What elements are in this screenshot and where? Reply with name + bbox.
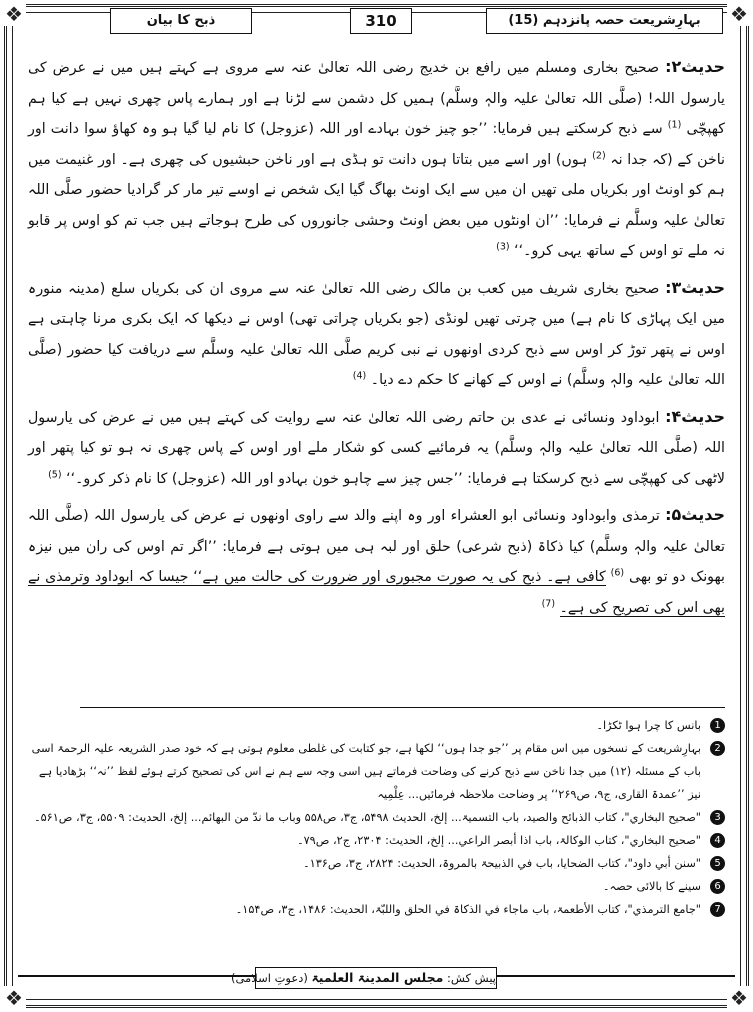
footnote-number-badge: 7	[710, 902, 725, 917]
text-line: ابوداود ونسائی نے عدی بن حاتم رضی اللہ تعالیٰ عنہ سے روایت کی کہتے ہیں میں نے عرض کی یارسول اللہ	[28, 409, 725, 456]
footnote-text: "سنن أبي داود"، کتاب الضحایا، باب في الذبیحۃ بالمروۃ، الحدیث: ۲۸۲۴، ج۳، ص۱۳۶۔	[303, 857, 701, 870]
hadith-label: حدیث۲:	[665, 57, 725, 76]
book-title: بہارِشریعت حصہ پانزدہم (15)	[486, 8, 723, 34]
footnote-number-badge: 4	[710, 833, 725, 848]
text-line: اللہ تعالیٰ علیہ والہٖ وسلَّم) کیا ذکاۃ (ذبح شرعی) حلق اور لبہ ہی میں ہوتی ہے فرمایا: ’’اگر تم اوس کی ران میں نیزہ بھونک دو تو بھی	[28, 508, 725, 585]
footnote-divider	[80, 707, 725, 708]
footnote-text: "جامع الترمذي"، کتاب الأطعمۃ، باب ماجاء في الذکاۃ في الحلق واللبّۃ، الحدیث: ۱۴۸۶، ج۳، ص۱۵۴۔	[235, 903, 701, 916]
hadith-label: حدیث۴:	[665, 406, 725, 426]
footnote-ref[interactable]: (4)	[352, 370, 367, 382]
text-line: ترمذی وابوداود ونسائی ابو العشراء اور وہ اپنے والد سے راوی اونھوں نے عرض کی یارسول اللہ (صلَّی	[54, 508, 660, 524]
footnote-text: "صحیح البخاري"، کتاب الذبائح والصید، باب التسمیۃ... إلخ، الحدیث ۵۴۹۸، ج۳، ص۵۵۸ وباب ما ندّ من البھائم... إلخ، الحدیث: ۵۵۰۹، ج۳، ص۵۶۱۔	[33, 811, 701, 824]
text-line: کافی ہے۔ ذبح کی یہ صورت مجبوری اور ضرورت کی حالت میں ہے‘‘ جیسا کہ ابوداود وترمذی نے بھی اس کی تصریح کی ہے۔	[28, 569, 725, 616]
footnote-item	[28, 714, 725, 737]
page-number: 310	[350, 8, 412, 34]
footnote-number-badge: 6	[710, 879, 725, 894]
page-header	[20, 8, 733, 34]
hadith-4	[28, 402, 725, 495]
hadith-label: حدیث۵:	[665, 505, 725, 524]
footnote-ref[interactable]: (6)	[610, 567, 625, 579]
text-line: اونٹ بھاگ گیا ایک شخص نے اوسے تیر مار کر گرادیا حضور صلَّی اللہ تعالیٰ علیہ وسلَّم نے فرمایا: ’’ان اونٹوں میں بعض اونٹ وحشی	[28, 182, 725, 229]
footnote-item	[28, 875, 725, 898]
chapter-title: ذبح کا بیان	[110, 8, 252, 34]
text-line: صحیح بخاری ومسلم میں رافع بن خدیج رضی اللہ تعالیٰ عنہ سے مروی ہے کہتے ہیں میں نے عرض کی یارسول	[28, 60, 725, 107]
footnote-number-badge: 1	[710, 718, 725, 733]
footnote-text: بانس کا چرا ہوا ٹکڑا۔	[596, 719, 701, 732]
text-line: اللہ! (صلَّی اللہ تعالیٰ علیہ والہٖ وسلَّم) ہمیں کل دشمن سے لڑنا ہے اور ہمارے پاس چھری نہیں ہے کیا ہم کھپچّی	[28, 90, 725, 137]
hadith-5	[28, 500, 725, 623]
text-line: ایک پہاڑی کا نام ہے) میں چرتی تھیں لونڈی (جو بکریاں چراتی تھی) اوس نے دیکھا کہ ایک بکری مرنا چاہتی ہے اوس نے پتھر	[28, 311, 725, 358]
hadith-3	[28, 273, 725, 396]
text-line: (صلَّی اللہ تعالیٰ علیہ والہٖ وسلَّم) یہ فرمائیے کسی کو شکار ملے اور اوس کے پاس چھری نہ ہو تو کیا پتھر اور لاٹھی کی کھپچّی سے ذبح کرسکتا	[28, 440, 725, 487]
footnote-text: بہارِشریعت کے نسخوں میں اس مقام پر ’’جو جدا ہوں‘‘ لکھا ہے، جو کتابت کی غلطی معلوم ہوتی ہے کہ خود صدر الشریعہ علیہ الرحمۃ اسی باب کے مسئلہ (۱۲) میں جدا ناخن سے ذبح کرنے کی وضاحت فرماتے ہیں اسی وجہ سے ہم نے اس کی تصحیح کرتے ہوئے لفظ ’’نہ‘‘ بڑھادیا ہے نیز ’’عمدۃ القاری، ج۹، ص۲۶۹‘‘ پر وضاحت ملاحظہ فرمائیں... عِلْمِیہ	[31, 742, 701, 801]
corner-ornament-icon: ❖	[727, 2, 751, 26]
footnotes	[28, 714, 725, 921]
text-line: توڑ کر اوس سے ذبح کردی اونھوں نے نبی کریم صلَّی اللہ تعالیٰ علیہ وسلَّم سے دریافت کیا حضور (صلَّی اللہ تعالیٰ علیہ والہٖ وسلَّم) نے	[28, 341, 725, 388]
text-line: اوس کے کھانے کا حکم دے دیا۔	[370, 372, 546, 388]
footer-presented-by: پیش کش:	[447, 971, 496, 985]
corner-ornament-icon: ❖	[727, 986, 751, 1010]
footnote-item	[28, 737, 725, 806]
footnote-text: سینے کا بالائی حصہ۔	[602, 880, 701, 893]
footnote-number-badge: 2	[710, 741, 725, 756]
footnote-item	[28, 898, 725, 921]
footer-organization: مجلس المدینۃ العلمیۃ	[311, 970, 444, 985]
text-line: جانوروں کی طرح ہوجاتے ہیں جب تم کو اوس پر قابو نہ ملے تو اوس کے ساتھ یہی کرو۔‘‘	[28, 212, 725, 259]
footnote-text: "صحیح البخاري"، کتاب الوکالۃ، باب اذا أبصر الراعي... إلخ، الحدیث: ۲۳۰۴، ج۲، ص۷۹۔	[296, 834, 701, 847]
footnote-item	[28, 806, 725, 829]
corner-ornament-icon: ❖	[2, 986, 26, 1010]
footnote-item	[28, 829, 725, 852]
corner-ornament-icon: ❖	[2, 2, 26, 26]
footnote-number-badge: 5	[710, 856, 725, 871]
footnote-ref[interactable]: (5)	[48, 468, 62, 480]
page-footer	[230, 967, 497, 989]
footnote-item	[28, 852, 725, 875]
footnote-ref[interactable]: (3)	[496, 241, 510, 253]
footer-subtitle: (دعوتِ اسلامی)	[230, 971, 308, 985]
text-line: ہوں) اور اسے میں بتاتا ہوں دانت تو ہڈی ہے اور ناخن حبشیوں کی چھری ہے۔ اور غنیمت میں ہم کو اونٹ اور بکریاں ملی تھیں ان میں سے ایک	[28, 151, 725, 198]
text-line: سے ذبح کرسکتے ہیں فرمایا: ’’جو چیز خون بہادے اور اللہ (عزوجل) کا نام لیا گیا ہو وہ کھاؤ سوا دانت اور ناخن کے (کہ جدا نہ	[28, 121, 725, 168]
footnote-ref[interactable]: (7)	[541, 597, 556, 609]
hadith-label: حدیث۳:	[665, 277, 725, 297]
footnote-ref[interactable]: (2)	[592, 149, 606, 161]
footnote-ref[interactable]: (1)	[667, 119, 682, 131]
text-line: ہے فرمایا: ’’جس چیز سے چاہو خون بہادو اور اللہ (عزوجل) کا نام ذکر کرو۔‘‘	[66, 470, 528, 487]
text-line: صحیح بخاری شریف میں کعب بن مالک رضی اللہ تعالیٰ عنہ سے مروی ان کی بکریاں سلع (مدینہ منورہ میں	[28, 280, 725, 327]
footnote-number-badge: 3	[710, 810, 725, 825]
hadith-2	[28, 52, 725, 267]
main-text	[28, 52, 725, 629]
